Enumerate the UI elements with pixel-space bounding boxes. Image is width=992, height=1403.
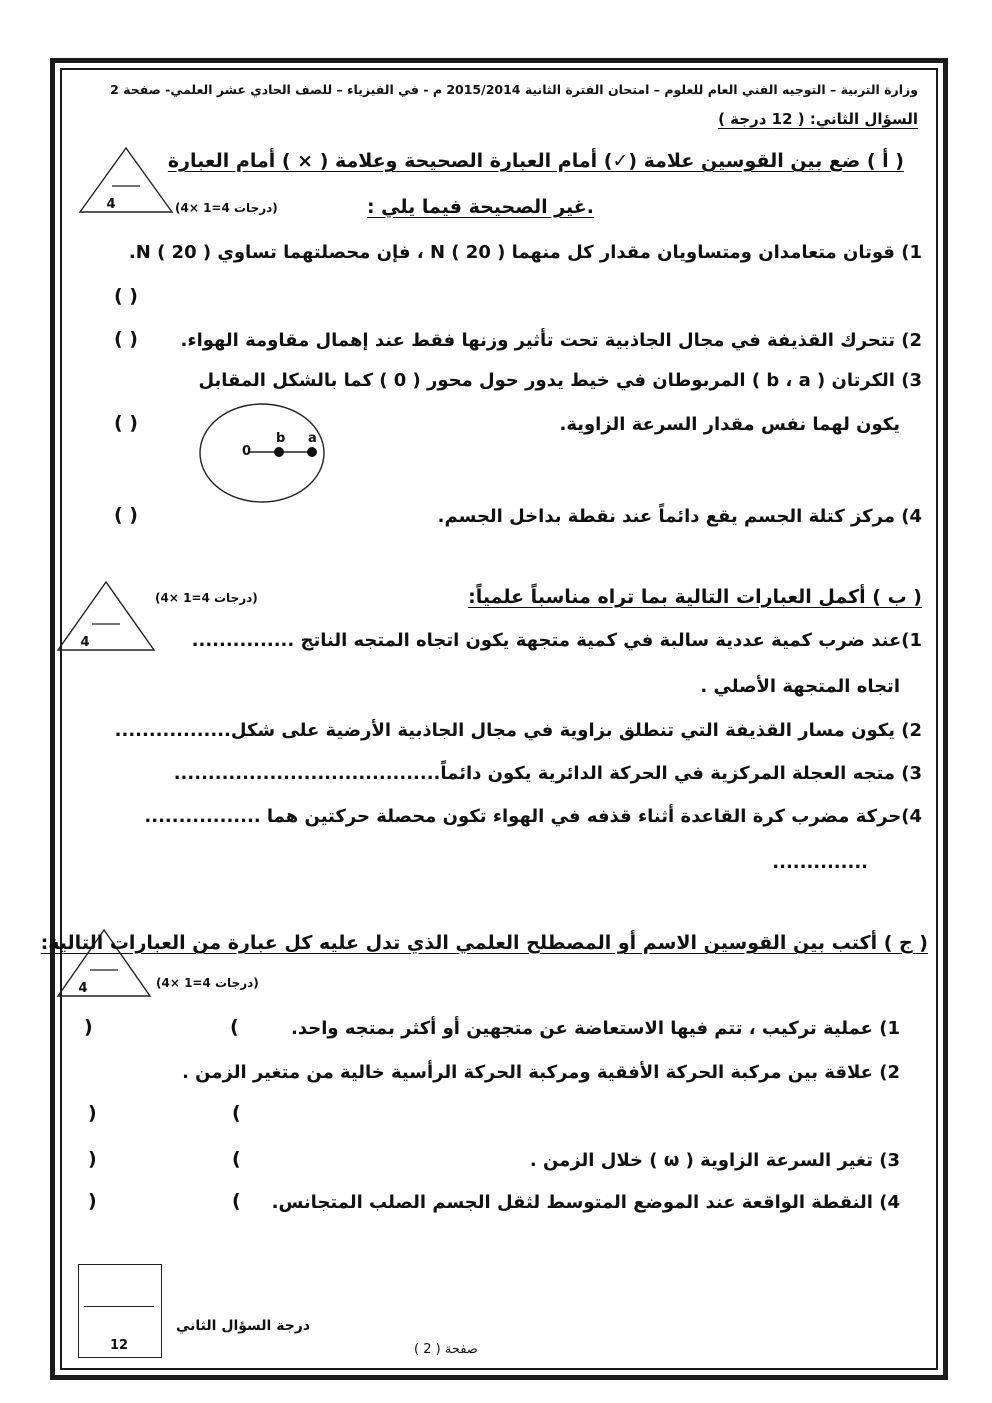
inner-border (60, 68, 938, 1370)
section-b-title: ( ب ) أكمل العبارات التالية بما تراه مناسباً علمياً: (468, 586, 922, 608)
b-item-1: 1)عند ضرب كمية عددية سالبة في كمية متجهة يكون اتجاه المتجه الناتج ............... (191, 630, 922, 651)
c-answer-1-open[interactable]: ( (230, 1016, 239, 1038)
c-answer-4-close[interactable]: ) (88, 1190, 97, 1212)
a-answer-3[interactable]: ( ) (114, 412, 138, 434)
a-item-3: 3) الكرتان ( b ، a ) المربوطان في خيط يدور حول محور ( 0 ) كما بالشكل المقابل (198, 370, 922, 391)
score-a: 4 (106, 197, 116, 212)
b-item-4-cont: .............. (772, 852, 868, 873)
score-c: 4 (78, 981, 88, 996)
question-score-label: درجة السؤال الثاني (176, 1318, 311, 1334)
score-triangle-a (78, 146, 174, 216)
diagram-ball-b-label: b (276, 431, 286, 446)
b-item-2: 2) يكون مسار القذيفة التي تنطلق بزاوية في مجال الجاذبية الأرضية على شكل................. (114, 720, 922, 741)
question-title: السؤال الثاني: ( 12 درجة ) (718, 110, 918, 128)
rotation-diagram (196, 400, 346, 506)
b-item-3: 3) متجه العجلة المركزية في الحركة الدائرية يكون دائماً....................................... (173, 763, 922, 784)
section-c-title: ( ج ) أكتب بين القوسين الاسم أو المصطلح العلمي الذي تدل عليه كل عبارة من العبارات التالية: (40, 932, 928, 954)
c-answer-4-open[interactable]: ( (232, 1190, 241, 1212)
a-item-2: 2) تتحرك القذيفة في مجال الجاذبية تحت تأثير وزنها فقط عند إهمال مقاومة الهواء. (180, 330, 922, 351)
section-a-title: ( أ ) ضع بين القوسين علامة (✓) أمام العبارة الصحيحة وعلامة ( × ) أمام العبارة (167, 150, 904, 172)
a-answer-2[interactable]: ( ) (114, 328, 138, 350)
section-a-title-2: .غير الصحيحة فيما يلي : (366, 196, 594, 218)
c-item-4: 4) النقطة الواقعة عند الموضع المتوسط لثقل الجسم الصلب المتجانس. (271, 1192, 900, 1213)
b-item-4: 4)حركة مضرب كرة القاعدة أثناء قذفه في الهواء تكون محصلة حركتين هما ................. (144, 806, 922, 827)
section-c-points: (4× 1=4 درجات) (156, 976, 259, 990)
c-answer-2-open[interactable]: ( (232, 1102, 241, 1124)
c-item-1: 1) عملية تركيب ، تتم فيها الاستعاضة عن متجهين أو أكثر بمتجه واحد. (290, 1018, 900, 1039)
score-b: 4 (80, 635, 90, 650)
c-answer-3-open[interactable]: ( (232, 1148, 241, 1170)
exam-header: وزارة التربية – التوجيه الفني العام للعلوم – امتحان الفترة الثانية 2015/2014 م - في الفيزياء – للصف الحادي عشر العلمي- صفحة 2 (110, 82, 918, 97)
section-a-points: (4× 1=4 درجات) (175, 201, 278, 215)
c-answer-3-close[interactable]: ) (88, 1148, 97, 1170)
a-answer-1[interactable]: ( ) (114, 285, 138, 307)
diagram-center-label: 0 (242, 444, 252, 459)
total-score-divider (84, 1306, 154, 1307)
a-item-1: 1) قوتان متعامدان ومتساويان مقدار كل منهما N ( 20 ) ، فإن محصلتهما تساوي N ( 20 ). (128, 242, 922, 263)
c-item-3: 3) تغير السرعة الزاوية ( ω ) خلال الزمن . (529, 1150, 900, 1171)
a-answer-4[interactable]: ( ) (114, 504, 138, 526)
page-number: صفحة ( 2 ) (414, 1342, 478, 1357)
c-answer-2-close[interactable]: ) (88, 1102, 97, 1124)
c-answer-1-close[interactable]: ) (84, 1016, 93, 1038)
total-score: 12 (109, 1338, 129, 1353)
a-item-3-cont: يكون لهما نفس مقدار السرعة الزاوية. (559, 414, 900, 435)
section-b-points: (4× 1=4 درجات) (155, 591, 258, 605)
diagram-ball-a-label: a (308, 431, 317, 446)
b-item-1-cont: اتجاه المتجهة الأصلي . (700, 676, 900, 697)
c-item-2: 2) علاقة بين مركبة الحركة الأفقية ومركبة الحركة الرأسية خالية من متغير الزمن . (182, 1062, 900, 1083)
a-item-4: 4) مركز كتلة الجسم يقع دائماً عند نقطة بداخل الجسم. (437, 506, 922, 527)
